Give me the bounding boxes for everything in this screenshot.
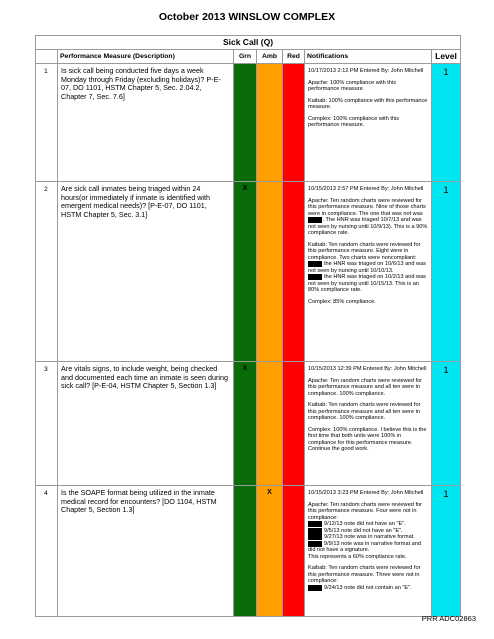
measure-description: Is the SOAPE format being utilized in the inmate medical record for encounters? [DO 1104, HSTM Chapter 5, Section 1.3] [58,486,234,617]
note-line: Apache: Ten random charts were reviewed for this performance measure and all ten were in compliance. 100% compliance. [308,377,423,397]
notifications-cell [305,182,432,362]
note-line: Complex: 100% compliance with this performance measure. [308,115,400,128]
table-row [36,64,461,182]
note-line: Kaibab: Ten random charts were reviewed for this performance measure. Eight were in compliance. Two charts were noncompliant: [308,241,421,261]
green-mark: X [242,185,248,192]
note-line: Kaibab: 100% compliance with this performance measure. [308,97,428,110]
note-line: Kaibab: Ten random charts were reviewed for this performance measure and all ten were in compliance. 100% compliance. [308,402,421,421]
green-cell [234,362,257,486]
header-red: Red [283,50,305,64]
note-line: 9/5/13 note did not have an "E". [308,528,428,535]
header-row [36,50,461,64]
redaction-block [308,217,322,223]
red-mark [283,64,304,67]
amber-cell [257,182,283,362]
amber-mark [257,182,282,185]
table-row [36,362,461,486]
note-line: Apache: Ten random charts were reviewed for this performance measure. Four were not in compliance: [308,501,423,521]
note-line: 9/27/13 note was in narrative format. [308,534,428,541]
note-line: 9/12/13 note did not have an "E". [308,521,428,528]
level-cell: 1 [432,64,461,182]
note-line: the HNR was triaged on 10/2/13 and was not seen by nursing until 10/15/13. This is an 80% compliance rate. [308,274,426,293]
red-mark [283,486,304,489]
measure-description: Is sick call being conducted five days a week Monday through Friday (excluding holidays)? P-E-07, DO 1101, HSTM Chapter 5, Sec. 2.04.2, Chapter 7, Sec. 7.6] [58,64,234,182]
notifications-cell [305,362,432,486]
header-num [36,50,58,64]
green-cell [234,182,257,362]
notifications-cell [305,486,432,617]
green-mark: X [242,365,248,372]
page-title: October 2013 WINSLOW COMPLEX [158,11,336,23]
table-row [36,182,461,362]
amber-mark [257,362,282,365]
note-line: Complex: 100% compliance. I believe this is the first time that both units were 100% in compliance for this performance measure. Continue the good work. [308,426,427,452]
red-mark [283,182,304,185]
red-cell [283,182,305,362]
header-grn: Grn [234,50,257,64]
measure-description: Are vitals signs, to include weight, being checked and documented each time an inmate is seen during sick call? [P-E-04, HSTM Chapter 5, Section 1.3] [58,362,234,486]
note-line: 10/15/2013 12:39 PM Entered By: John Mitchell [308,366,427,372]
red-mark [283,362,304,365]
note-line: 10/15/2013 3:23 PM Entered By: John Mitchell [308,490,424,496]
redaction-block [308,528,322,534]
redaction-block [308,521,322,527]
amber-cell [257,362,283,486]
performance-table [35,35,461,617]
amber-cell [257,64,283,182]
note-line: Complex: 85% compliance. [308,298,376,305]
green-mark [234,486,256,489]
redaction-block [308,541,322,547]
green-mark [234,64,256,67]
redaction-block [308,261,322,267]
section-title: Sick Call (Q) [36,36,461,50]
measure-description: Are sick call inmates being triaged within 24 hours(or immediately if inmate is identified with emergent medical needs)? [P-E-07, DO 1101, HSTM Chapter 5, Sec. 3.1] [58,182,234,362]
redaction-block [308,585,322,591]
note-line: 10/17/2013 2:12 PM Entered By: John Mitchell [308,68,424,74]
note-line: Apache: 100% compliance with this performance measure. [308,79,396,92]
note-line: Kaibab: Ten random charts were reviewed for this performance measure. Three were not in compliance: [308,565,421,584]
red-cell [283,64,305,182]
amber-cell [257,486,283,617]
notifications-cell [305,64,432,182]
note-line: This represents a 60% compliance rate. [308,553,407,560]
amber-mark [257,64,282,67]
notifications-clip [308,490,428,616]
row-number: 3 [36,362,58,486]
level-cell: 1 [432,182,461,362]
page-footer: PRR ADC02863 [421,614,476,623]
row-number: 2 [36,182,58,362]
redaction-block [308,534,322,540]
header-level: Level [432,50,461,64]
red-cell [283,362,305,486]
red-cell [283,486,305,617]
row-number: 1 [36,64,58,182]
level-cell: 1 [432,486,461,617]
level-cell: 1 [432,362,461,486]
redaction-block [308,274,322,280]
table-row [36,486,461,617]
note-line: 9/24/13 note did not contain an "E". [308,585,428,592]
green-cell [234,486,257,617]
note-line: 9/9/13 note was in narrative format and did not have a signature. [308,540,422,553]
header-amb: Amb [257,50,283,64]
note-line: Apache: Ten random charts were reviewed for this performance measure. Nine of those charts were in compliance. The one that was not was . The HNR was triaged 10/7/13 and was not seen by nursing until 10/9/13). This is a 90% compliance rate. [308,197,428,236]
amber-mark: X [267,489,272,496]
header-measure: Performance Measure (Description) [58,50,234,64]
green-cell [234,64,257,182]
row-number: 4 [36,486,58,617]
note-line: 10/15/2013 2:57 PM Entered By: John Mitchell [308,186,424,192]
note-line: the HNR was triaged on 10/6/13 and was not seen by nursing until 10/10/13. [308,261,426,274]
header-notifications: Notifications [305,50,432,64]
